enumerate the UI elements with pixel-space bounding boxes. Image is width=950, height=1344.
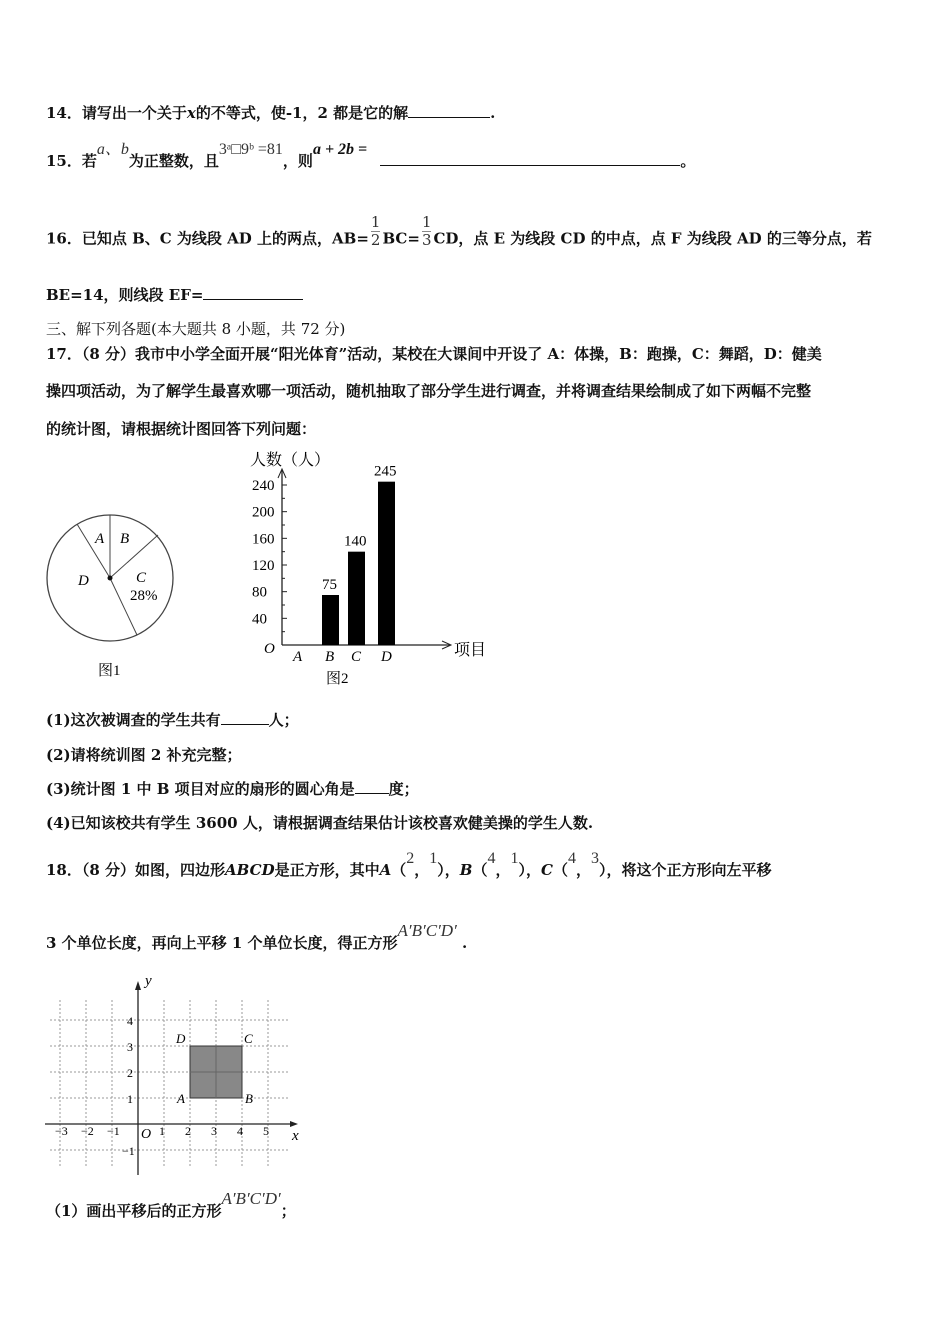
q16-text: 16．已知点 B、C 为线段 AD 上的两点，AB= [46,229,369,248]
q18-text-c: ，将这个正方形向左平移 [606,861,772,879]
q17-sub3 [46,778,419,799]
y-tick-label: −1 [122,1144,135,1158]
q17-sub4: (4)已知该校共有学生 3600 人，请根据调查结果估计该校喜欢健美操的学生人数. [46,814,594,832]
bar-value-label: 140 [344,533,367,550]
y-tick-label: 80 [252,584,267,601]
answer-blank[interactable] [221,710,269,725]
answer-blank[interactable] [408,103,490,118]
y-tick-label: 120 [252,558,275,574]
pie-divider [77,524,110,578]
x-axis-label: 项目 [454,642,487,659]
q14-var: x [186,104,196,122]
fraction-half [371,214,381,249]
pie-label-c: C [136,570,147,586]
origin-label: O [141,1127,152,1142]
answer-blank[interactable] [380,151,680,166]
y-tick-label: 160 [252,531,275,548]
sub3-end: 度； [388,780,419,798]
frac-num: 1 [421,213,432,231]
pie-percent-c: 28% [130,588,158,604]
pie-label-b: B [120,531,130,547]
sub1-end: ； [280,1202,296,1220]
answer-blank[interactable] [355,779,389,794]
question-16 [46,213,872,257]
x-axis-label: x [292,1128,299,1144]
q18-sub1 [46,1189,296,1221]
x-tick-label: −2 [81,1124,94,1138]
frac-den: 2 [370,231,381,249]
sub1-text: （1）画出平移后的正方形 [46,1202,222,1220]
q18-end: . [462,934,468,952]
square-prime: A′B′C′D′ [221,1189,281,1208]
q15-end: 。 [680,152,696,170]
question-15 [46,141,696,171]
q15-expression: a + 2b = [312,141,368,158]
x-axis-arrow [290,1121,298,1127]
point-label-a: A [177,1091,185,1106]
q15-vars: a、b [96,141,129,158]
sub1-text: (1)这次被调查的学生共有 [46,711,221,729]
bar-C [348,552,365,645]
q14-text-b: 的不等式，使-1，2 都是它的解 [195,104,409,122]
bar-value-label: 245 [374,463,397,480]
coord: 1 [510,850,519,867]
q18-line2-text: 3 个单位长度，再向上平移 1 个单位长度，得正方形 [46,934,398,952]
figure1-caption: 图1 [98,663,121,679]
q18-abcd: ABCD [225,861,275,879]
figure2-caption: 图2 [326,671,349,685]
point-label-b: B [245,1091,253,1106]
point-c: C [541,861,553,879]
coord: 4 [568,850,576,867]
x-tick-label: A [293,649,303,665]
x-tick-label: −3 [55,1124,68,1138]
q17-sub2: (2)请将统训图 2 补充完整； [46,746,242,764]
pie-label-d: D [78,573,89,589]
answer-blank[interactable] [203,285,303,300]
q18-text-b: 是正方形，其中 [274,861,380,879]
frac-den: 3 [421,231,432,249]
y-tick-label: 1 [127,1092,133,1106]
q18-text: 18．（8 分）如图，四边形 [46,861,226,879]
pie-divider [110,535,158,578]
coord: 3 [591,850,600,867]
y-axis-label: 人数（人） [250,452,331,469]
bar-chart-figure2 [250,445,500,685]
q18-line2 [46,921,468,953]
q14-end: . [490,104,496,122]
section-heading: 三、解下列各题(本大题共 8 小题，共 72 分) [46,320,346,338]
point-a: A [379,861,392,879]
bar-D [378,482,395,645]
q17-line1: 17．（8 分）我市中小学全面开展“阳光体育”活动，某校在大课间中开设了 A：体操，B：跑操，C：舞蹈，D：健美 [46,345,822,363]
q17-line2: 操四项活动，为了解学生最喜欢哪一项活动，随机抽取了部分学生进行调查，并将调查结果绘制成了如下两幅不完整 [46,382,812,400]
fraction-third [422,214,432,249]
question-16-line2 [46,284,303,305]
x-tick-label: 2 [185,1124,191,1138]
y-tick-label: 240 [252,478,275,494]
y-tick-label: 200 [252,504,275,521]
x-tick-label: B [325,649,335,665]
q15-equation: 3ᵃ□9ᵇ =81 [218,141,283,158]
y-tick-label: 2 [127,1066,133,1080]
y-tick-label: 4 [127,1014,133,1028]
question-18: 18．（8 分）如图，四边形ABCD是正方形，其中A（2，1），B（4，1），C（4，3），将这个正方形向左平移 [46,850,772,879]
question-14 [46,102,495,123]
q16-text-b: BC= [382,229,420,248]
sub3-text: (3)统计图 1 中 B 项目对应的扇形的圆心角是 [46,780,355,798]
pie-chart-figure1 [40,505,190,685]
x-tick-label: D [381,649,392,665]
q15-text-b: 为正整数，且 [128,152,219,170]
q17-line3: 的统计图，请根据统计图回答下列问题： [46,420,317,438]
point-label-c: C [244,1031,253,1046]
q14-text: 14．请写出一个关于 [46,104,187,122]
pie-divider [110,578,137,635]
x-tick-label: 1 [159,1124,165,1138]
q16-line2: BE=14，则线段 EF= [46,286,204,304]
coord: 2 [406,850,415,867]
bar-value-label: 75 [322,577,337,593]
x-tick-label: 5 [263,1124,269,1138]
x-tick-label: −1 [107,1124,120,1138]
coordinate-grid [40,970,320,1180]
pie-center [108,576,113,581]
y-axis-label: y [145,973,152,989]
origin-label: O [264,641,275,657]
x-tick-label: 3 [211,1124,217,1138]
point-label-d: D [176,1031,186,1046]
point-b: B [459,861,473,879]
bar-B [322,595,339,645]
coord: 4 [487,850,496,867]
y-tick-label: 3 [127,1040,133,1054]
q17-sub1 [46,709,299,730]
q16-text-c: CD，点 E 为线段 CD 的中点，点 F 为线段 AD 的三等分点，若 [433,229,872,248]
y-axis-arrow [135,981,141,990]
q15-text: 15．若 [46,152,97,170]
pie-label-a: A [95,531,105,547]
square-prime: A′B′C′D′ [397,921,457,940]
frac-num: 1 [370,213,381,231]
coord: 1 [429,850,438,867]
y-tick-label: 40 [252,611,267,628]
sub1-end: 人； [268,711,299,729]
x-tick-label: C [351,649,362,665]
x-tick-label: 4 [237,1124,243,1138]
q15-text-c: ，则 [282,152,313,170]
